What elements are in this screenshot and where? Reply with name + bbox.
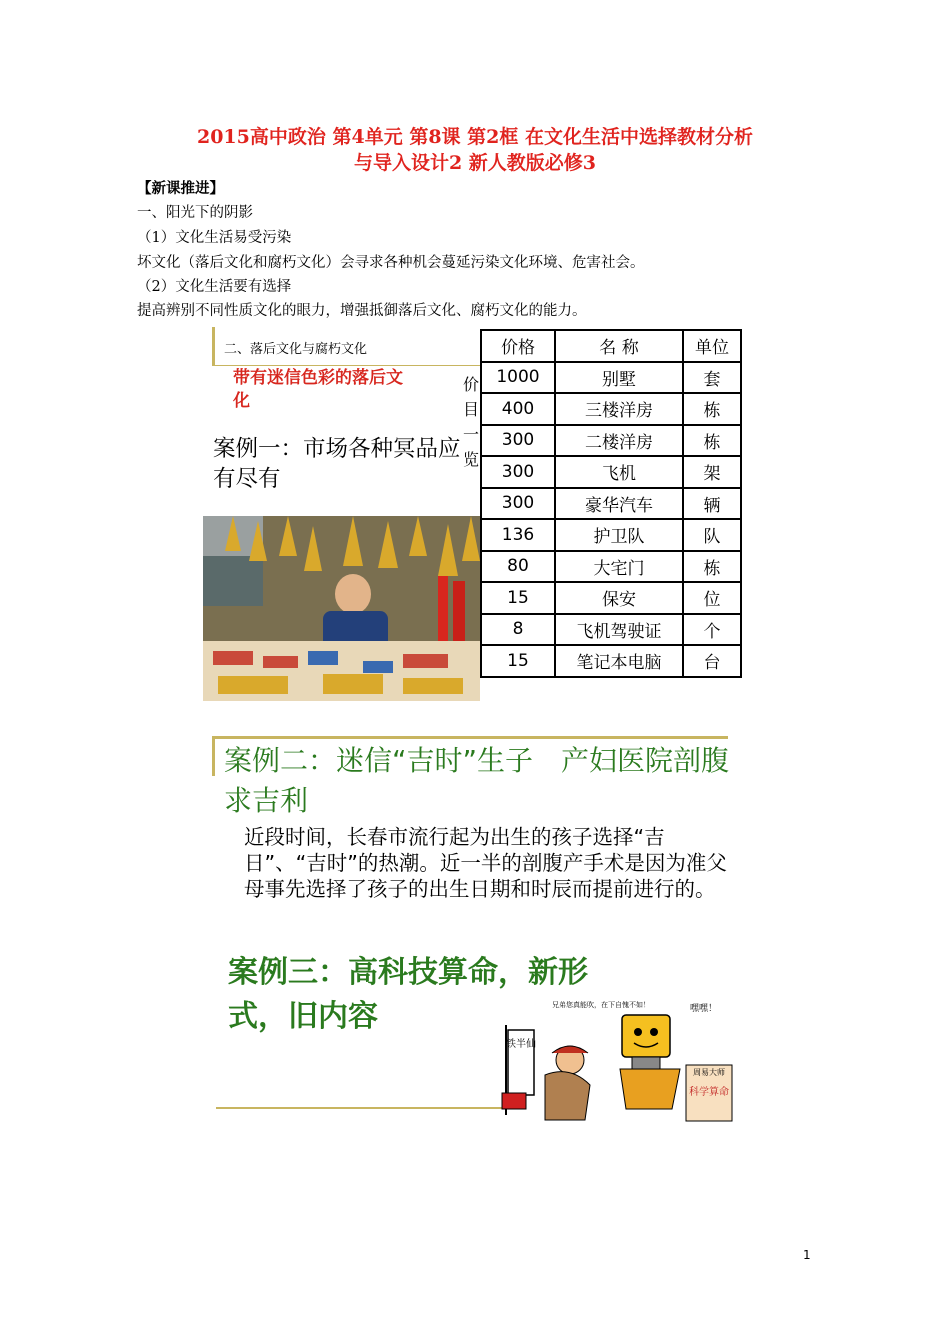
- cell-name: 豪华汽车: [555, 488, 683, 520]
- table-row: [481, 645, 741, 677]
- cell-unit: 架: [683, 456, 741, 488]
- subheading-two: （2）文化生活要有选择: [137, 279, 292, 295]
- price-table-header: [481, 330, 741, 362]
- subheading-one: （1）文化生活易受污染: [137, 230, 292, 246]
- cell-name: 保安: [555, 582, 683, 614]
- header-unit: 单位: [683, 330, 741, 362]
- market-stall-photo: [203, 516, 480, 701]
- cell-name: 笔记本电脑: [555, 645, 683, 677]
- cell-unit: 位: [683, 582, 741, 614]
- header-name: 名 称: [555, 330, 683, 362]
- slide1-accent-bar: [212, 327, 215, 365]
- cell-name: 大宅门: [555, 551, 683, 583]
- slide2-title: 案例二：迷信“吉时”生子 产妇医院剖腹求吉利: [224, 744, 730, 817]
- cartoon-illustration: [500, 995, 756, 1125]
- table-row: [481, 393, 741, 425]
- cell-price: 300: [481, 456, 555, 488]
- table-row: [481, 551, 741, 583]
- cell-name: 护卫队: [555, 519, 683, 551]
- fortune-telling-cartoon: [500, 995, 756, 1125]
- slide1-heading: 二、落后文化与腐朽文化: [224, 342, 368, 357]
- cell-price: 300: [481, 425, 555, 457]
- cell-price: 15: [481, 645, 555, 677]
- cell-unit: 栋: [683, 551, 741, 583]
- cell-name: 飞机驾驶证: [555, 614, 683, 646]
- table-row: [481, 425, 741, 457]
- paragraph-one: 坏文化（落后文化和腐朽文化）会寻求各种机会蔓延污染文化环境、危害社会。: [137, 255, 645, 271]
- cell-unit: 栋: [683, 393, 741, 425]
- table-row: [481, 362, 741, 394]
- cartoon-sign-science: 科学算命: [689, 1087, 729, 1098]
- slide1-divider: [212, 365, 480, 366]
- paragraph-two: 提高辨别不同性质文化的眼力，增强抵御落后文化、腐朽文化的能力。: [137, 303, 587, 319]
- cartoon-sign-old: 铁半仙: [506, 1039, 536, 1050]
- cell-price: 300: [481, 488, 555, 520]
- cell-price: 80: [481, 551, 555, 583]
- page-number: 1: [803, 1248, 811, 1262]
- table-row: [481, 614, 741, 646]
- cell-unit: 辆: [683, 488, 741, 520]
- cell-unit: 台: [683, 645, 741, 677]
- slide3-bottom-rule: [216, 1107, 506, 1109]
- slide1-red-label: 带有迷信色彩的落后文化: [233, 368, 403, 411]
- price-table: [480, 329, 742, 678]
- table-row: [481, 456, 741, 488]
- table-row: [481, 519, 741, 551]
- header-price: 价格: [481, 330, 555, 362]
- document-title-line1: 2015高中政治 第4单元 第8课 第2框 在文化生活中选择教材分析: [196, 126, 753, 148]
- table-row: [481, 582, 741, 614]
- slide3-title: 案例三：高科技算命，新形式，旧内容: [228, 955, 588, 1034]
- document-title-line2: 与导入设计2 新人教版必修3: [353, 152, 597, 174]
- cartoon-speech-left: 兄弟您真能吹，在下自愧不如！: [552, 1001, 650, 1009]
- cell-name: 别墅: [555, 362, 683, 394]
- cell-name: 二楼洋房: [555, 425, 683, 457]
- cartoon-speech-right: 嘿嘿！: [690, 1004, 718, 1014]
- cell-unit: 栋: [683, 425, 741, 457]
- cell-name: 三楼洋房: [555, 393, 683, 425]
- cell-name: 飞机: [555, 456, 683, 488]
- cell-unit: 个: [683, 614, 741, 646]
- slide1-vertical-label: 价目一览: [463, 375, 480, 469]
- cell-price: 1000: [481, 362, 555, 394]
- cell-unit: 套: [683, 362, 741, 394]
- table-row: [481, 488, 741, 520]
- heading-one: 一、阳光下的阴影: [137, 205, 253, 221]
- cell-unit: 队: [683, 519, 741, 551]
- slide2-accent-bar: [212, 736, 215, 776]
- market-stall-illustration: [203, 516, 480, 701]
- cell-price: 136: [481, 519, 555, 551]
- cell-price: 8: [481, 614, 555, 646]
- slide2-top-rule: [212, 736, 728, 739]
- cell-price: 400: [481, 393, 555, 425]
- slide1-case-title: 案例一：市场各种冥品应有尽有: [213, 436, 461, 492]
- cell-price: 15: [481, 582, 555, 614]
- slide2-body: 近段时间，长春市流行起为出生的孩子选择“吉日”、“吉时”的热潮。近一半的剖腹产手术是因为准父母事先选择了孩子的出生日期和时辰而提前进行的。: [244, 825, 727, 901]
- section-tag: 【新课推进】: [137, 180, 224, 197]
- cartoon-sign-master: 周易大师: [693, 1068, 725, 1077]
